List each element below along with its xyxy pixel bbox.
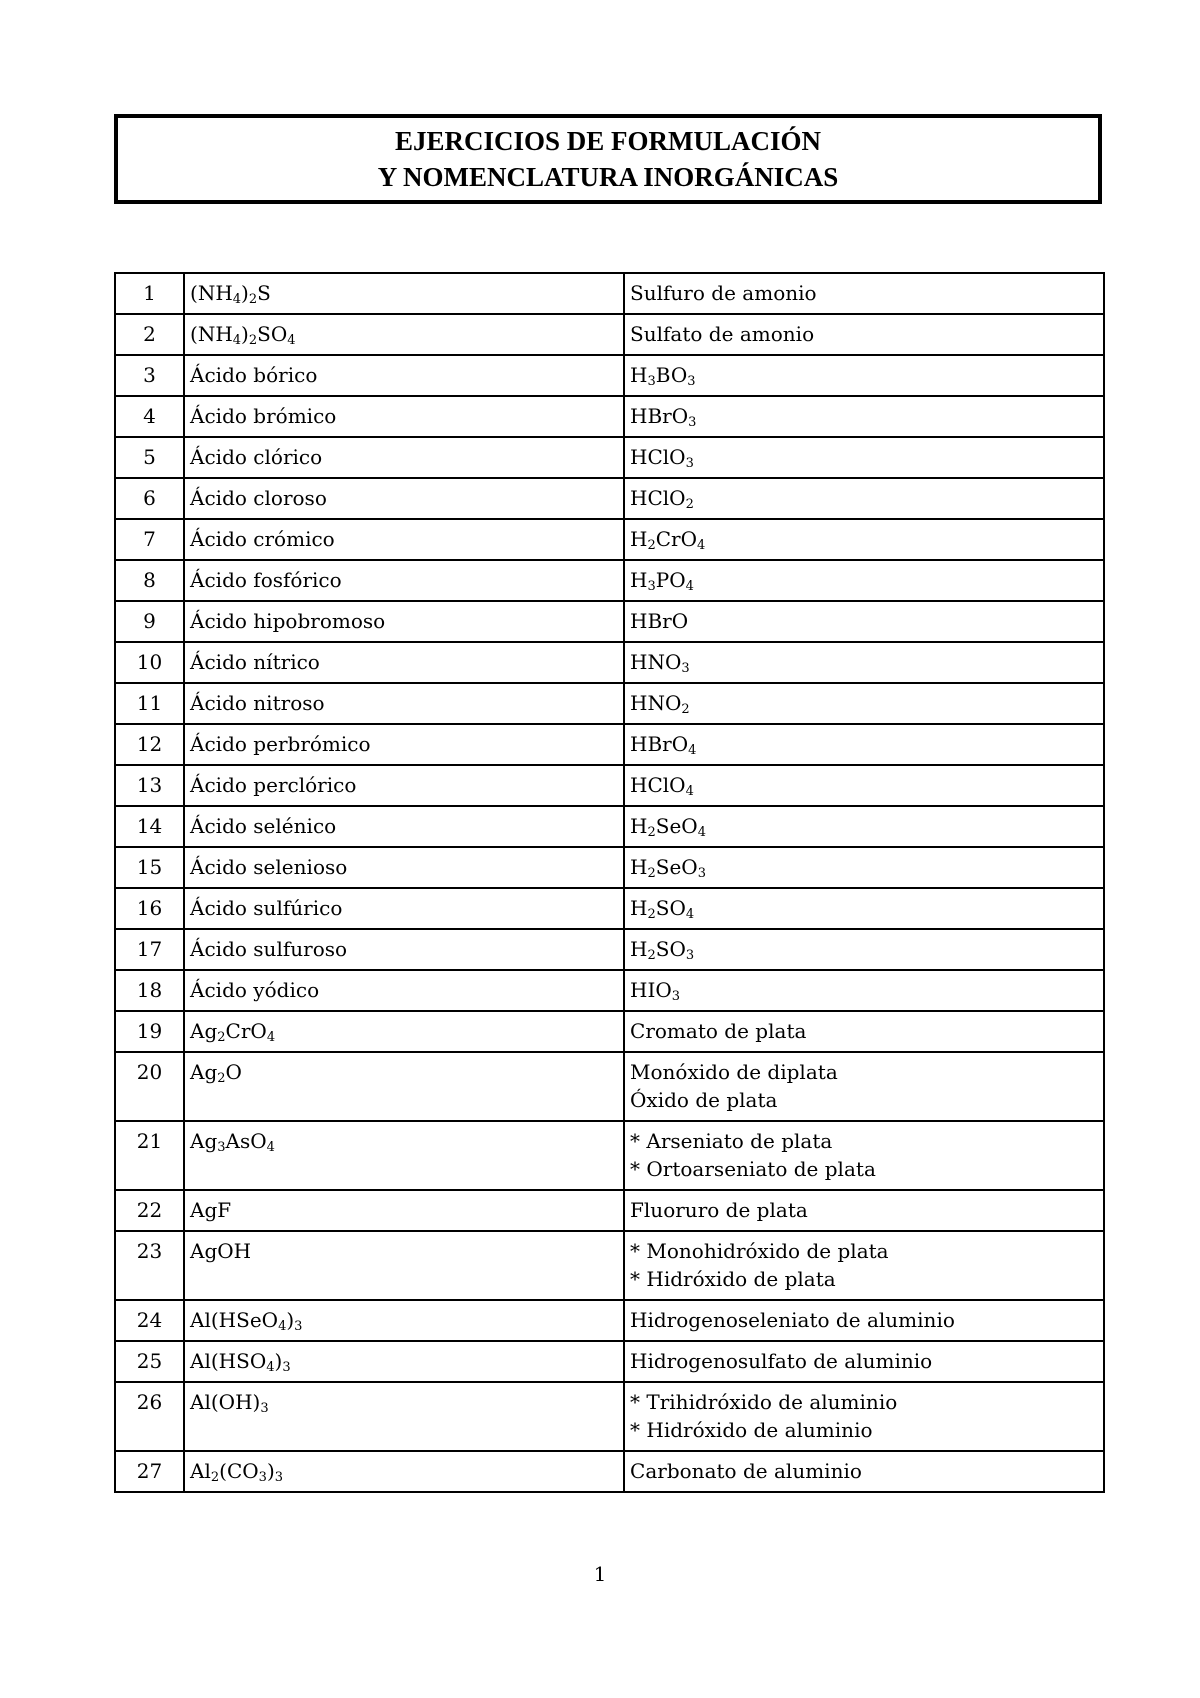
row-number: 6 bbox=[115, 478, 184, 519]
table-row bbox=[115, 1190, 1104, 1231]
row-number: 18 bbox=[115, 970, 184, 1011]
table-row bbox=[115, 437, 1104, 478]
answer-line: * Ortoarseniato de plata bbox=[630, 1157, 876, 1181]
row-number: 15 bbox=[115, 847, 184, 888]
row-number: 3 bbox=[115, 355, 184, 396]
exercise-answer-cell bbox=[624, 765, 1104, 806]
exercise-prompt-cell: Ácido selénico bbox=[184, 806, 624, 847]
row-number: 16 bbox=[115, 888, 184, 929]
row-number: 7 bbox=[115, 519, 184, 560]
answer-line: $HIO_3$ bbox=[630, 978, 681, 1004]
answer-line: * Trihidróxido de aluminio bbox=[630, 1390, 898, 1414]
row-number: 26 bbox=[115, 1382, 184, 1451]
answer-line: HBrO$_4$ bbox=[630, 732, 697, 758]
exercise-answer-cell bbox=[624, 806, 1104, 847]
exercise-prompt-cell: Ácido sulfuroso bbox=[184, 929, 624, 970]
table-row bbox=[115, 1052, 1104, 1121]
table-row bbox=[115, 929, 1104, 970]
exercise-prompt-cell: $Al(HSO_4)_3$ bbox=[184, 1341, 624, 1382]
answer-line: $H_3PO_4$ bbox=[630, 568, 694, 594]
exercise-prompt-cell: $Ag_2O$ bbox=[184, 1052, 624, 1121]
row-number: 24 bbox=[115, 1300, 184, 1341]
row-number: 27 bbox=[115, 1451, 184, 1492]
answer-line: Carbonato de aluminio bbox=[630, 1459, 862, 1483]
answer-line: $HNO_3$ bbox=[630, 650, 690, 676]
row-number: 4 bbox=[115, 396, 184, 437]
answer-line: Cromato de plata bbox=[630, 1019, 807, 1043]
exercise-prompt-cell: Ácido crómico bbox=[184, 519, 624, 560]
table-row bbox=[115, 1011, 1104, 1052]
exercise-answer-cell bbox=[624, 1300, 1104, 1341]
table-row bbox=[115, 724, 1104, 765]
table-row bbox=[115, 314, 1104, 355]
answer-line: Fluoruro de plata bbox=[630, 1198, 808, 1222]
table-row bbox=[115, 1121, 1104, 1190]
exercise-answer-cell bbox=[624, 560, 1104, 601]
answer-line: $H_2SO_3$ bbox=[630, 937, 695, 963]
exercise-answer-cell bbox=[624, 519, 1104, 560]
row-number: 22 bbox=[115, 1190, 184, 1231]
document-title-line-1: EJERCICIOS DE FORMULACIÓN bbox=[394, 126, 822, 156]
row-number: 21 bbox=[115, 1121, 184, 1190]
exercise-answer-cell bbox=[624, 970, 1104, 1011]
exercise-answer-cell bbox=[624, 1011, 1104, 1052]
exercise-prompt-cell: $(NH_4)_2SO_4$ bbox=[184, 314, 624, 355]
exercise-prompt-cell: Ácido fosfórico bbox=[184, 560, 624, 601]
table-row bbox=[115, 806, 1104, 847]
document-title-line-2: Y NOMENCLATURA INORGÁNICAS bbox=[377, 162, 839, 192]
answer-line: HClO$_3$ bbox=[630, 445, 694, 471]
exercise-answer-cell bbox=[624, 1231, 1104, 1300]
table-row bbox=[115, 765, 1104, 806]
answer-line: HBrO bbox=[630, 609, 689, 633]
answer-line: * Monohidróxido de plata bbox=[630, 1239, 889, 1263]
exercise-prompt-cell: AgOH bbox=[184, 1231, 624, 1300]
document-title-box bbox=[114, 114, 1102, 204]
exercise-prompt-cell: Ácido selenioso bbox=[184, 847, 624, 888]
row-number: 11 bbox=[115, 683, 184, 724]
exercise-prompt-cell: Ácido yódico bbox=[184, 970, 624, 1011]
exercise-answer-cell bbox=[624, 724, 1104, 765]
exercise-prompt-cell: $Ag_3AsO_4$ bbox=[184, 1121, 624, 1190]
row-number: 9 bbox=[115, 601, 184, 642]
answer-line: HClO$_4$ bbox=[630, 773, 694, 799]
row-number: 13 bbox=[115, 765, 184, 806]
answer-line: * Hidróxido de plata bbox=[630, 1267, 836, 1291]
exercise-prompt-cell: Ácido nítrico bbox=[184, 642, 624, 683]
table-row bbox=[115, 847, 1104, 888]
exercise-answer-cell bbox=[624, 601, 1104, 642]
answer-line: $H_2SeO_3$ bbox=[630, 855, 706, 881]
exercise-prompt-cell: $Al(HSeO_4)_3$ bbox=[184, 1300, 624, 1341]
exercise-prompt-cell: Ácido cloroso bbox=[184, 478, 624, 519]
exercise-answer-cell bbox=[624, 642, 1104, 683]
answer-line: Sulfato de amonio bbox=[630, 322, 815, 346]
table-row bbox=[115, 970, 1104, 1011]
row-number: 12 bbox=[115, 724, 184, 765]
answer-line: Hidrogenosulfato de aluminio bbox=[630, 1349, 933, 1373]
row-number: 23 bbox=[115, 1231, 184, 1300]
exercise-answer-cell bbox=[624, 355, 1104, 396]
exercise-answer-cell bbox=[624, 1121, 1104, 1190]
exercise-answer-cell bbox=[624, 1382, 1104, 1451]
row-number: 1 bbox=[115, 273, 184, 314]
answer-line: Óxido de plata bbox=[630, 1088, 778, 1112]
answer-line: Hidrogenoseleniato de aluminio bbox=[630, 1308, 955, 1332]
exercise-answer-cell bbox=[624, 437, 1104, 478]
answer-line: * Arseniato de plata bbox=[630, 1129, 833, 1153]
table-row bbox=[115, 519, 1104, 560]
answer-line: * Hidróxido de aluminio bbox=[630, 1418, 873, 1442]
table-row bbox=[115, 478, 1104, 519]
exercise-answer-cell bbox=[624, 314, 1104, 355]
row-number: 2 bbox=[115, 314, 184, 355]
table-row bbox=[115, 683, 1104, 724]
exercise-answer-cell bbox=[624, 1052, 1104, 1121]
table-row bbox=[115, 642, 1104, 683]
answer-line: Sulfuro de amonio bbox=[630, 281, 817, 305]
exercise-prompt-cell: Ácido nitroso bbox=[184, 683, 624, 724]
exercise-answer-cell bbox=[624, 478, 1104, 519]
answer-line: $H_2SO_4$ bbox=[630, 896, 695, 922]
table-row bbox=[115, 1231, 1104, 1300]
exercise-prompt-cell: Ácido clórico bbox=[184, 437, 624, 478]
row-number: 8 bbox=[115, 560, 184, 601]
exercises-table bbox=[114, 272, 1105, 1493]
exercise-answer-cell bbox=[624, 1341, 1104, 1382]
row-number: 17 bbox=[115, 929, 184, 970]
exercise-prompt-cell: Ácido brómico bbox=[184, 396, 624, 437]
exercise-prompt-cell: Ácido hipobromoso bbox=[184, 601, 624, 642]
answer-line: $H_3BO_3$ bbox=[630, 363, 696, 389]
answer-line: HBrO$_3$ bbox=[630, 404, 697, 430]
answer-line: Monóxido de diplata bbox=[630, 1060, 838, 1084]
table-row bbox=[115, 1382, 1104, 1451]
table-row bbox=[115, 1300, 1104, 1341]
exercise-answer-cell bbox=[624, 396, 1104, 437]
table-row bbox=[115, 355, 1104, 396]
table-row bbox=[115, 888, 1104, 929]
row-number: 20 bbox=[115, 1052, 184, 1121]
exercises-table-body bbox=[115, 273, 1104, 1492]
exercise-answer-cell bbox=[624, 273, 1104, 314]
exercise-prompt-cell: AgF bbox=[184, 1190, 624, 1231]
exercise-prompt-cell: $Al_2(CO_3)_3$ bbox=[184, 1451, 624, 1492]
answer-line: $HNO_2$ bbox=[630, 691, 690, 717]
row-number: 10 bbox=[115, 642, 184, 683]
exercise-prompt-cell: Ácido bórico bbox=[184, 355, 624, 396]
table-row bbox=[115, 1341, 1104, 1382]
exercise-answer-cell bbox=[624, 888, 1104, 929]
exercise-answer-cell bbox=[624, 929, 1104, 970]
answer-line: $H_2CrO_4$ bbox=[630, 527, 706, 553]
table-row bbox=[115, 1451, 1104, 1492]
table-row bbox=[115, 601, 1104, 642]
table-row bbox=[115, 560, 1104, 601]
page-number: 1 bbox=[593, 1562, 607, 1586]
row-number: 5 bbox=[115, 437, 184, 478]
exercise-prompt-cell: Ácido perbrómico bbox=[184, 724, 624, 765]
exercise-answer-cell bbox=[624, 683, 1104, 724]
exercise-answer-cell bbox=[624, 1451, 1104, 1492]
row-number: 14 bbox=[115, 806, 184, 847]
row-number: 25 bbox=[115, 1341, 184, 1382]
exercise-prompt-cell: Ácido sulfúrico bbox=[184, 888, 624, 929]
answer-line: HClO$_2$ bbox=[630, 486, 694, 512]
exercise-prompt-cell: $(NH_4)_2S$ bbox=[184, 273, 624, 314]
answer-line: $H_2SeO_4$ bbox=[630, 814, 706, 840]
table-row bbox=[115, 273, 1104, 314]
exercise-answer-cell bbox=[624, 1190, 1104, 1231]
exercise-prompt-cell: $Al(OH)_3$ bbox=[184, 1382, 624, 1451]
exercise-prompt-cell: Ácido perclórico bbox=[184, 765, 624, 806]
exercise-answer-cell bbox=[624, 847, 1104, 888]
table-row bbox=[115, 396, 1104, 437]
exercise-prompt-cell: $Ag_2CrO_4$ bbox=[184, 1011, 624, 1052]
row-number: 19 bbox=[115, 1011, 184, 1052]
